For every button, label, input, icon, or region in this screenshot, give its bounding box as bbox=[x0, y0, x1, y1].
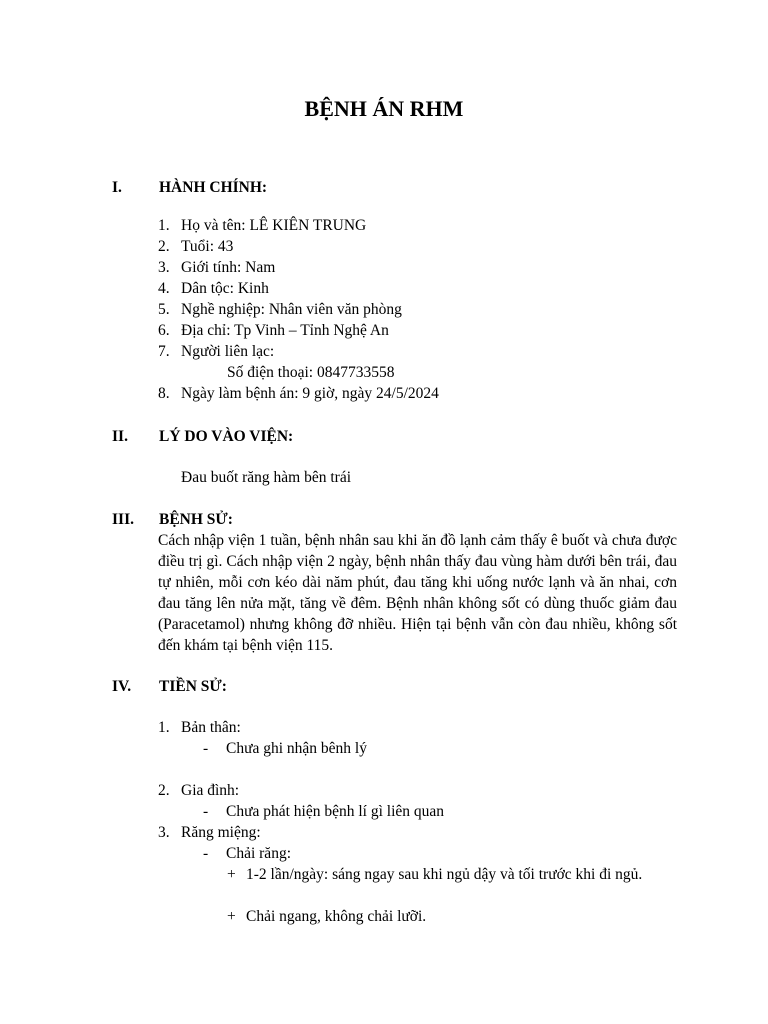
item-number: 3. bbox=[158, 259, 170, 276]
plus-item bbox=[227, 906, 677, 927]
dash-item bbox=[203, 843, 291, 864]
item-text: Gia đình: bbox=[181, 782, 240, 799]
list-item bbox=[158, 822, 261, 843]
dash-bullet: - bbox=[203, 803, 209, 820]
item-number: 8. bbox=[158, 385, 170, 402]
dash-item bbox=[203, 801, 444, 822]
item-number: 5. bbox=[158, 301, 170, 318]
history-paragraph: Cách nhập viện 1 tuần, bệnh nhân sau khi ăn đồ lạnh cảm thấy ê buốt và chưa được điều trị gì. Cách nhập viện 2 ngày, bệnh nhân thấy đau vùng hàm dưới bên trái, đau tự nhiên, mỗi cơn kéo dài năm phút, đau tăng khi uống nước lạnh và ăn nhai, cơn đau tăng lên nửa mặt, tăng về đêm. Bệnh nhân không sốt có dùng thuốc giảm đau (Paracetamol) nhưng không đỡ nhiều. Hiện tại bệnh vẫn còn đau nhiều, không sốt đến khám tại bệnh viện 115. bbox=[158, 532, 677, 654]
document-title: BỆNH ÁN RHM bbox=[304, 96, 464, 121]
reason-text: Đau buốt răng hàm bên trái bbox=[181, 469, 352, 486]
list-item bbox=[158, 215, 366, 236]
item-number: 1. bbox=[158, 719, 170, 736]
plus-text: Chải ngang, không chải lưỡi. bbox=[246, 908, 427, 925]
list-item bbox=[158, 299, 402, 320]
item-text: Nghề nghiệp: Nhân viên văn phòng bbox=[181, 301, 402, 318]
plus-bullet: + bbox=[227, 866, 236, 883]
section-heading-benh-su bbox=[112, 509, 233, 530]
item-text: Bản thân: bbox=[181, 719, 241, 736]
section-heading-hanh-chinh bbox=[112, 177, 267, 198]
item-number: 7. bbox=[158, 343, 170, 360]
dash-bullet: - bbox=[203, 740, 209, 757]
item-text: Dân tộc: Kinh bbox=[181, 280, 269, 297]
item-text: Địa chỉ: Tp Vinh – Tỉnh Nghệ An bbox=[181, 322, 389, 339]
dash-text: Chải răng: bbox=[226, 845, 291, 862]
item-text: Răng miệng: bbox=[181, 824, 261, 841]
phone-number: Số điện thoại: 0847733558 bbox=[227, 364, 395, 381]
section-number: I. bbox=[112, 179, 122, 196]
plus-text: 1-2 lần/ngày: sáng ngay sau khi ngủ dậy và tối trước khi đi ngủ. bbox=[246, 866, 643, 883]
list-item bbox=[158, 236, 233, 257]
item-number: 2. bbox=[158, 238, 170, 255]
section-title: TIỀN SỬ: bbox=[159, 678, 227, 695]
section-number: IV. bbox=[112, 678, 132, 695]
list-item bbox=[158, 383, 439, 404]
dash-bullet: - bbox=[203, 845, 209, 862]
item-number: 1. bbox=[158, 217, 170, 234]
section-number: III. bbox=[112, 511, 134, 528]
item-text: Họ và tên: LÊ KIÊN TRUNG bbox=[181, 217, 367, 234]
item-text: Tuổi: 43 bbox=[181, 238, 234, 255]
item-text: Người liên lạc: bbox=[181, 343, 275, 360]
list-item bbox=[158, 320, 389, 341]
dash-item bbox=[203, 738, 367, 759]
plus-bullet: + bbox=[227, 908, 236, 925]
item-text: Giới tính: Nam bbox=[181, 259, 276, 276]
item-number: 6. bbox=[158, 322, 170, 339]
section-heading-ly-do bbox=[112, 426, 293, 447]
list-item bbox=[158, 780, 239, 801]
list-item bbox=[158, 341, 274, 362]
item-number: 3. bbox=[158, 824, 170, 841]
section-number: II. bbox=[112, 428, 128, 445]
list-item bbox=[158, 257, 275, 278]
dash-text: Chưa phát hiện bệnh lí gì liên quan bbox=[226, 803, 445, 820]
item-number: 2. bbox=[158, 782, 170, 799]
section-title: HÀNH CHÍNH: bbox=[159, 179, 268, 196]
list-item bbox=[158, 278, 269, 299]
section-title: LÝ DO VÀO VIỆN: bbox=[159, 428, 294, 445]
section-heading-tien-su bbox=[112, 676, 227, 697]
plus-item bbox=[227, 864, 677, 885]
dash-text: Chưa ghi nhận bênh lý bbox=[226, 740, 367, 757]
item-text: Ngày làm bệnh án: 9 giờ, ngày 24/5/2024 bbox=[181, 385, 439, 402]
item-number: 4. bbox=[158, 280, 170, 297]
section-title: BỆNH SỬ: bbox=[159, 511, 233, 528]
list-item bbox=[158, 717, 241, 738]
